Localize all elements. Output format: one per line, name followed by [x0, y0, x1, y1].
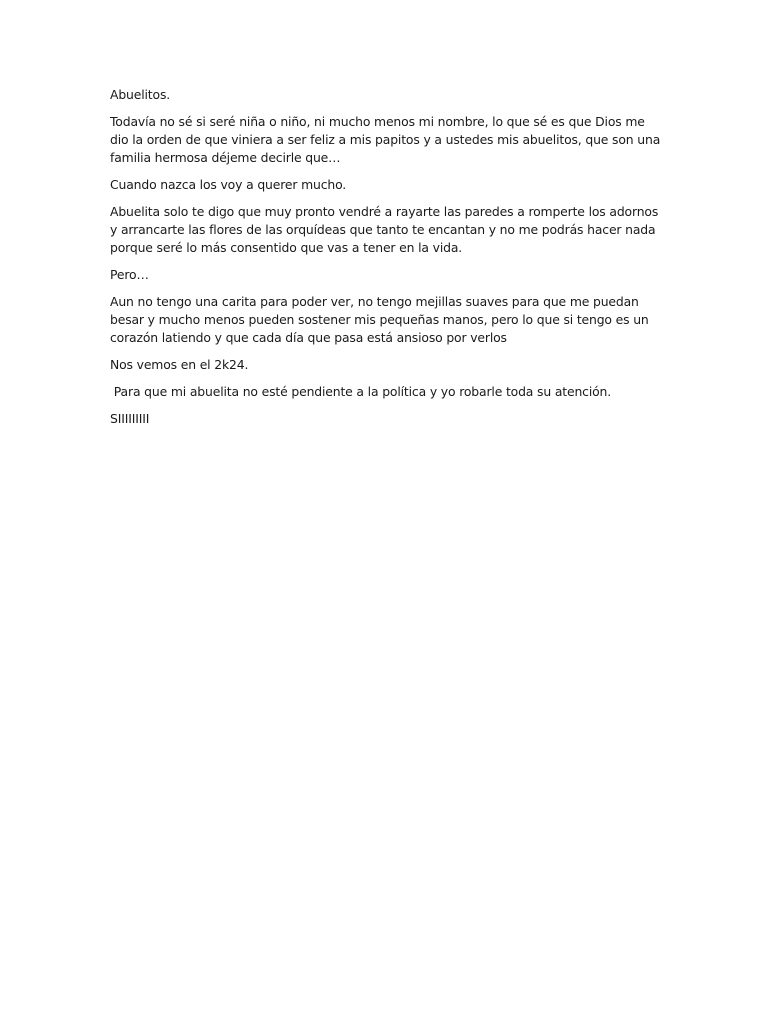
paragraph-but: Pero…: [110, 267, 149, 282]
paragraph-greeting: Abuelitos.: [110, 87, 171, 102]
paragraph-see-you: Nos vemos en el 2k24.: [110, 357, 249, 372]
paragraph-attention: Para que mi abuelita no esté pendiente a la política y yo robarle toda su atención.: [110, 384, 612, 399]
paragraph-closing: SIIIIIIIII: [110, 411, 150, 426]
paragraph-intro: Todavía no sé si seré niña o niño, ni mucho menos mi nombre, lo que sé es que Dios me dio la orden de que viniera a ser feliz a mis papitos y a ustedes mis abuelitos, que son una familia hermosa déjeme decirle que…: [110, 114, 664, 165]
document-body: [110, 86, 662, 437]
paragraph-heart: Aun no tengo una carita para poder ver, no tengo mejillas suaves para que me puedan besar y mucho menos pueden sostener mis pequeñas manos, pero lo que si tengo es un corazón latiendo y que cada día que pasa está ansioso por verlos: [110, 294, 653, 345]
paragraph-grandma: Abuelita solo te digo que muy pronto vendré a rayarte las paredes a romperte los adornos y arrancarte las flores de las orquídeas que tanto te encantan y no me podrás hacer nada porque seré lo más consentido que vas a tener en la vida.: [110, 204, 662, 255]
paragraph-promise: Cuando nazca los voy a querer mucho.: [110, 177, 347, 192]
